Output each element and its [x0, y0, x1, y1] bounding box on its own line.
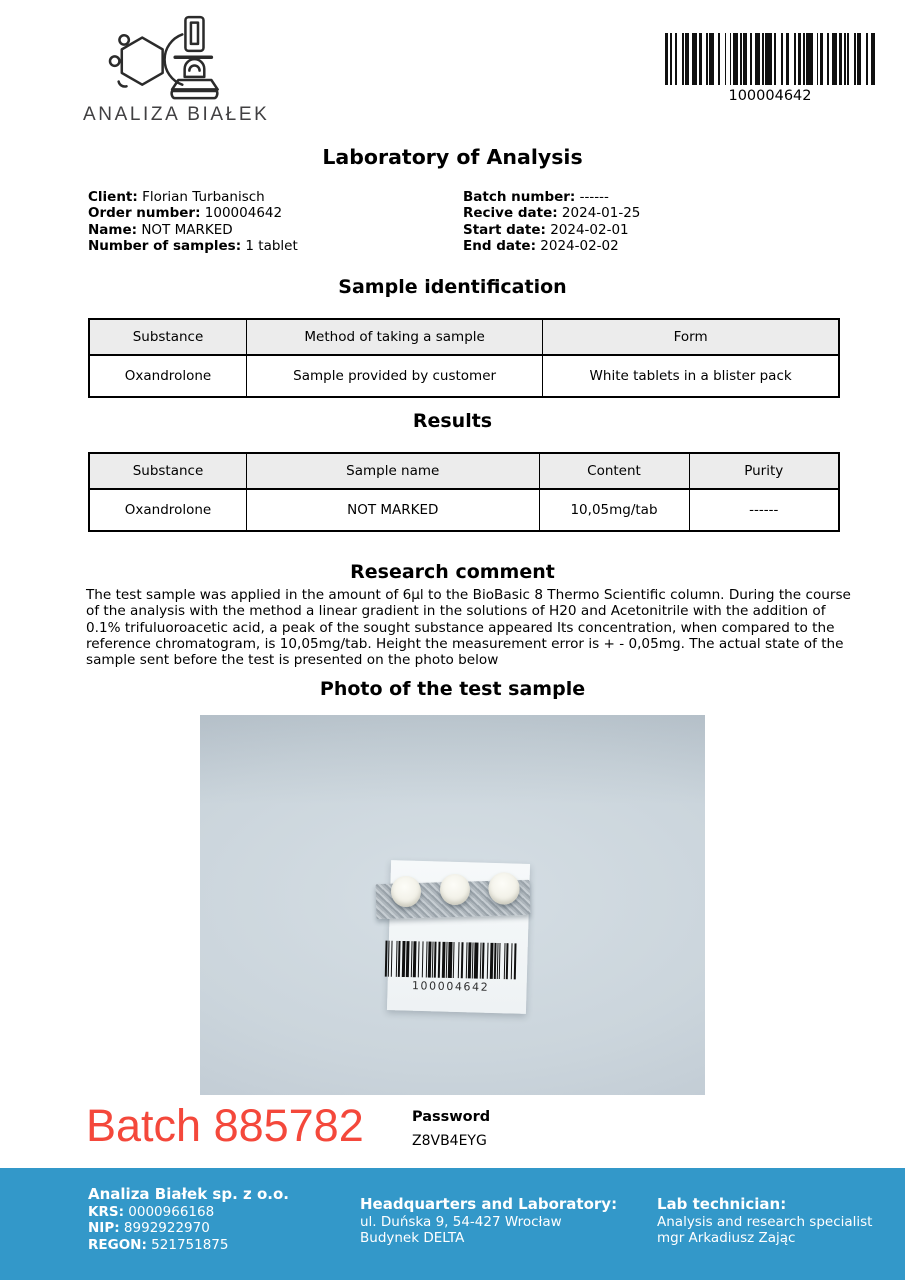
footer-technician-block	[657, 1196, 872, 1247]
info-row-samples	[88, 238, 298, 254]
footer-value: 8992922970	[123, 1220, 210, 1236]
table-cell: White tablets in a blister pack	[543, 355, 839, 397]
table-cell: Sample provided by customer	[247, 355, 543, 397]
info-value: ------	[579, 189, 609, 205]
microscope-molecule-icon	[106, 14, 224, 102]
barcode-image	[385, 941, 518, 980]
footer	[0, 1168, 905, 1280]
info-label: End date:	[463, 238, 536, 255]
company-logo	[83, 14, 270, 126]
footer-label: KRS:	[88, 1203, 124, 1220]
info-value: 2024-01-25	[561, 205, 641, 222]
table-header-row	[89, 319, 839, 355]
info-label: Number of samples:	[88, 238, 242, 255]
batch-number-stamp: Batch 885782	[86, 1100, 364, 1151]
table-row	[89, 355, 839, 397]
column-header: Content	[539, 453, 689, 489]
info-value: 1 tablet	[245, 238, 298, 255]
research-comment-text: The test sample was applied in the amount of 6µl to the BioBasic 8 Thermo Scientific column. During the course of the analysis with the method a linear gradient in the solutions of H20 and Acetonitrile with the addition of 0.1% trifuluoroacetic acid, a peak of the sought substance appeared Its concentration, when compared to the reference chromatogram, is 10,05mg/tab. Height the measurement error is + - 0,05mg. The actual state of the sample sent before the test is presented on the photo below	[86, 587, 851, 669]
footer-company-block	[88, 1186, 289, 1253]
info-row-client	[88, 189, 298, 205]
barcode-number: 100004642	[728, 88, 812, 104]
company-name: Analiza Białek sp. z o.o.	[88, 1185, 289, 1203]
sample-identification-heading: Sample identification	[338, 276, 567, 298]
sample-photo	[200, 715, 705, 1095]
hq-building: Budynek DELTA	[360, 1230, 465, 1246]
info-label: Client:	[88, 189, 138, 205]
column-header: Method of taking a sample	[247, 319, 543, 355]
info-label: Start date:	[463, 221, 546, 238]
footer-value: 0000966168	[128, 1203, 215, 1220]
info-row-batch-number	[463, 189, 640, 205]
tablet	[391, 876, 421, 907]
photo-barcode	[384, 941, 517, 995]
company-nip	[88, 1220, 289, 1237]
info-row-name	[88, 222, 298, 238]
tablet	[440, 874, 470, 905]
table-cell: 10,05mg/tab	[539, 489, 689, 531]
hq-address: ul. Duńska 9, 54-427 Wrocław	[360, 1213, 562, 1230]
results-heading: Results	[412, 410, 493, 432]
sample-identification-table	[88, 318, 840, 398]
table-cell: Oxandrolone	[89, 489, 247, 531]
barcode-number: 100004642	[411, 979, 490, 994]
info-row-start-date	[463, 222, 640, 238]
company-krs	[88, 1204, 289, 1221]
info-row-receive-date	[463, 205, 640, 221]
column-header: Substance	[89, 319, 247, 355]
footer-label: REGON:	[88, 1236, 147, 1253]
order-barcode	[665, 33, 875, 104]
info-label: Name:	[88, 221, 138, 238]
info-value: Florian Turbanisch	[142, 189, 265, 205]
technician-title: Lab technician:	[657, 1195, 787, 1213]
hq-title: Headquarters and Laboratory:	[360, 1195, 618, 1213]
column-header: Purity	[689, 453, 839, 489]
page-title: Laboratory of Analysis	[322, 145, 583, 169]
password-value: Z8VB4EYG	[412, 1133, 487, 1149]
column-header: Form	[543, 319, 839, 355]
brand-name: ANALIZA BIAŁEK	[83, 104, 270, 125]
client-info-block	[88, 189, 298, 255]
password-label: Password	[412, 1109, 491, 1125]
table-cell: NOT MARKED	[247, 489, 540, 531]
password-block	[412, 1109, 490, 1149]
barcode-image	[665, 33, 875, 85]
footer-label: NIP:	[88, 1220, 120, 1236]
info-row-end-date	[463, 238, 640, 254]
info-label: Order number:	[88, 205, 201, 222]
table-cell: Oxandrolone	[89, 355, 247, 397]
column-header: Sample name	[247, 453, 540, 489]
tablet	[488, 872, 519, 904]
footer-hq-block	[360, 1196, 617, 1247]
info-label: Batch number:	[463, 189, 576, 205]
info-value: 100004642	[204, 205, 283, 222]
info-value: 2024-02-01	[550, 221, 629, 238]
table-header-row	[89, 453, 839, 489]
table-row	[89, 489, 839, 531]
column-header: Substance	[89, 453, 247, 489]
info-row-order-number	[88, 205, 298, 221]
info-label: Recive date:	[463, 205, 558, 222]
technician-name: mgr Arkadiusz Zając	[657, 1230, 796, 1246]
info-value: NOT MARKED	[141, 221, 233, 238]
research-comment-heading: Research comment	[350, 561, 555, 583]
photo-heading: Photo of the test sample	[319, 678, 586, 700]
batch-info-block	[463, 189, 640, 255]
footer-value: 521751875	[151, 1236, 229, 1253]
table-cell: ------	[689, 489, 839, 531]
info-value: 2024-02-02	[540, 238, 619, 255]
technician-role: Analysis and research specialist	[657, 1213, 873, 1230]
results-table	[88, 452, 840, 532]
company-regon	[88, 1237, 289, 1254]
